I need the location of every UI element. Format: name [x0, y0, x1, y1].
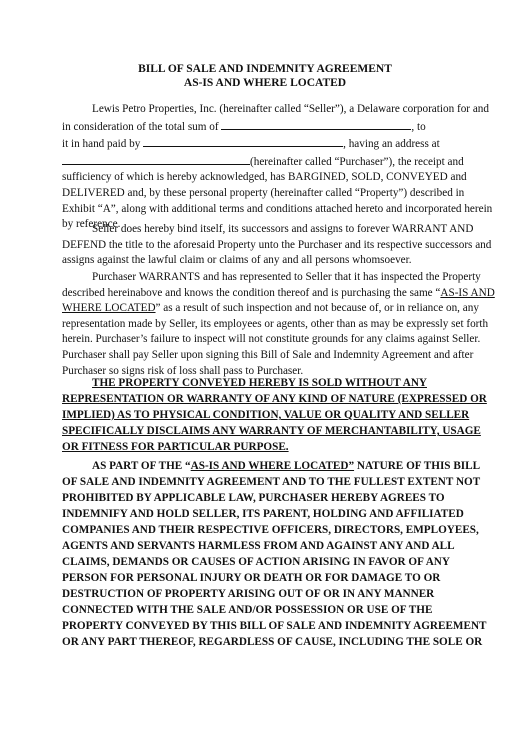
text-segment: NATURE OF THIS BILL: [354, 460, 481, 472]
text-line: COMPANIES AND THEIR RESPECTIVE OFFICERS, DIRECTORS, EMPLOYEES,: [62, 524, 479, 536]
text-segment: described hereinabove and knows the condition thereof and is purchasing the same “: [62, 286, 441, 299]
text-segment: it in hand paid by: [62, 138, 141, 151]
text-line: by reference.: [62, 218, 121, 231]
text-line: PERSON FOR PERSONAL INJURY OR DEATH OR FOR DAMAGE TO OR: [62, 572, 441, 584]
sum-blank-field[interactable]: [221, 118, 411, 130]
text-line: PROHIBITED BY APPLICABLE LAW, PURCHASER HEREBY AGREES TO: [62, 492, 445, 504]
text-line: CLAIMS, DEMANDS OR CAUSES OF ACTION ARISING IN FAVOR OF ANY: [62, 556, 450, 568]
text-line: Seller does hereby bind itself, its successors and assigns to forever WARRANT AND: [92, 223, 474, 235]
text-segment: (hereinafter called “Purchaser”), the receipt and: [250, 155, 464, 168]
paragraph-disclaimer: [62, 375, 487, 455]
text-line: DEFEND the title to the aforesaid Property unto the Purchaser and its respective successors and: [62, 238, 492, 251]
text-line: assigns against the lawful claim or claims of any and all persons whomsoever.: [62, 254, 412, 267]
text-line: IMPLIED) AS TO PHYSICAL CONDITION, VALUE OR QUALITY AND SELLER: [62, 409, 470, 421]
text-line: [62, 135, 472, 153]
document-title: BILL OF SALE AND INDEMNITY AGREEMENT: [138, 63, 392, 75]
text-line: DELIVERED and, by these personal property (hereinafter called “Property”) described in: [62, 186, 465, 199]
paragraph-consideration: [62, 102, 493, 233]
text-line: INDEMNIFY AND HOLD SELLER, ITS PARENT, HOLDING AND AFFILIATED: [62, 508, 464, 520]
text-line: [62, 118, 472, 136]
document-subtitle: AS-IS AND WHERE LOCATED: [183, 77, 347, 89]
text-line: Purchaser shall pay Seller upon signing this Bill of Sale and Indemnity Agreement and after: [62, 348, 474, 361]
text-line: CONNECTED WITH THE SALE AND/OR POSSESSION OR USE OF THE: [62, 604, 433, 616]
text-line: SPECIFICALLY DISCLAIMS ANY WARRANTY OF MERCHANTABILITY, USAGE: [62, 425, 481, 437]
text-line: Purchaser so signs risk of loss shall pass to Purchaser.: [62, 364, 304, 377]
text-segment: ” as a result of such inspection and not because of, or in reliance on, any: [155, 302, 479, 315]
text-line: PROPERTY CONVEYED BY THIS BILL OF SALE AND INDEMNITY AGREEMENT: [62, 620, 487, 632]
text-line: representation made by Seller, its employees or agents, other than as may be expressly set forth: [62, 317, 489, 330]
text-line: OR ANY PART THEREOF, REGARDLESS OF CAUSE, INCLUDING THE SOLE OR: [62, 636, 483, 648]
text-line: REPRESENTATION OR WARRANTY OF ANY KIND OF NATURE (EXPRESSED OR: [62, 393, 487, 405]
text-line: THE PROPERTY CONVEYED HEREBY IS SOLD WITHOUT ANY: [92, 377, 427, 389]
text-line: Exhibit “A”, along with additional terms and conditions attached hereto and incorporated herein: [62, 202, 493, 215]
text-line: sufficiency of which is hereby acknowledged, has BARGINED, SOLD, CONVEYED and: [62, 171, 467, 184]
as-is-where-located-phrase: AS-IS AND WHERE LOCATED”: [190, 460, 355, 472]
text-line: [62, 301, 479, 317]
text-line: DESTRUCTION OF PROPERTY ARISING OUT OF OR IN ANY MANNER: [62, 588, 435, 600]
text-line: OF SALE AND INDEMNITY AGREEMENT AND TO THE FULLEST EXTENT NOT: [62, 476, 481, 488]
purchaser-name-blank-field[interactable]: [143, 135, 343, 147]
where-located-phrase: WHERE LOCATED: [62, 302, 156, 315]
text-line: Purchaser WARRANTS and has represented to Seller that it has inspected the Property: [92, 271, 481, 283]
paragraph-warranty-title: [62, 222, 492, 269]
paragraph-purchaser-warrants: [62, 270, 495, 379]
paragraph-indemnity: [62, 458, 487, 650]
text-line: Lewis Petro Properties, Inc. (hereinafter called “Seller”), a Delaware corporation for and: [92, 103, 489, 115]
text-segment: , to: [411, 120, 426, 133]
text-segment: , having an address at: [343, 138, 440, 151]
text-line: OR FITNESS FOR PARTICULAR PURPOSE.: [62, 441, 289, 453]
as-is-phrase: AS-IS AND: [440, 286, 495, 299]
text-segment: AS PART OF THE “: [92, 460, 191, 472]
text-line: herein. Purchaser’s failure to inspect will not constitute grounds for any claims against Seller.: [62, 333, 481, 346]
purchaser-address-blank-field[interactable]: [62, 153, 250, 165]
text-line: [62, 286, 495, 302]
text-line: AGENTS AND SERVANTS HARMLESS FROM AND AGAINST ANY AND ALL: [62, 540, 455, 552]
text-line: [62, 153, 472, 171]
text-line: [62, 458, 481, 474]
text-segment: in consideration of the total sum of: [62, 120, 219, 133]
